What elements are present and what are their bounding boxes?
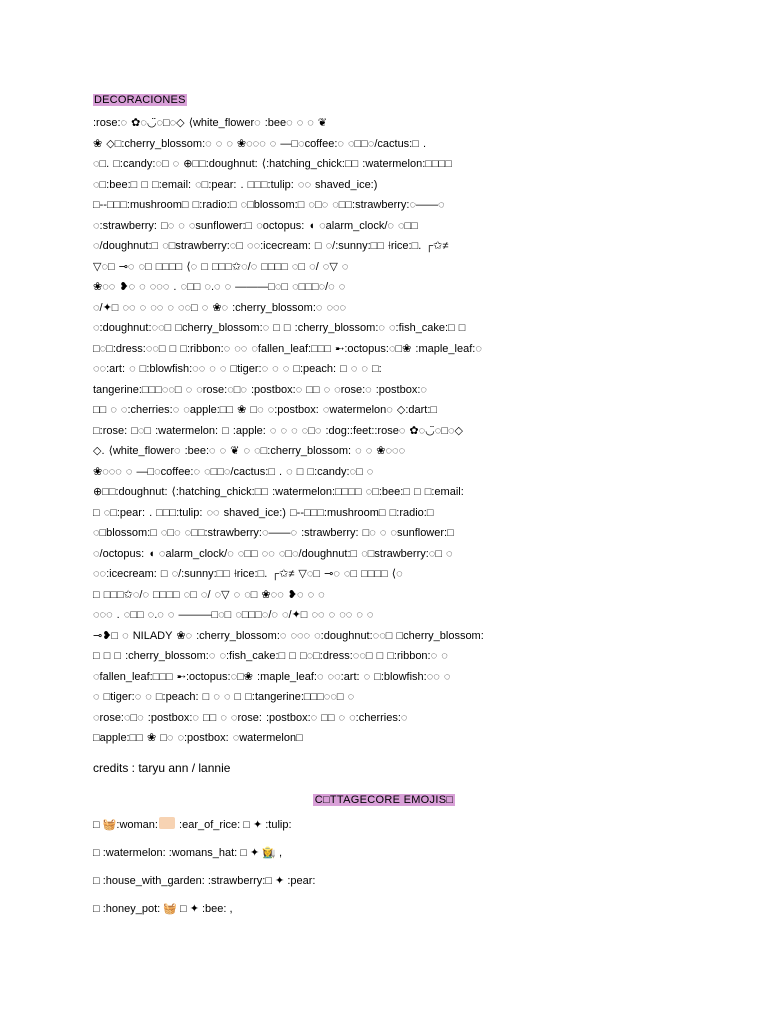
text-line: □apple:□□ ❀ □◌ ◌:postbox: ◌watermelon□: [93, 732, 303, 744]
emoji-codes: :house_with_garden: :strawberry:□ ✦ :pear:: [102, 875, 316, 887]
credits-line: credits : taryu ann / lannie: [93, 761, 231, 775]
text-line: tangerine:□□□◌◌□ ◌ ◌rose:◌□◌ :postbox:◌ □□ ◌ ◌rose:◌ :postbox:◌: [93, 383, 427, 396]
emoji-row: [93, 899, 315, 927]
text-line: ◇. ⟨white_flower◌ :bee:◌ ◌ ❦ ◌ ◌□:cherry_blossom: ◌ ◌ ❀◌◌◌: [93, 445, 406, 457]
decoration-text-block: [93, 113, 683, 753]
emoji-list: [93, 815, 315, 927]
emoji-codes: :watermelon: :womans_hat: □ ✦: [102, 847, 260, 859]
text-line: ◌□. □:candy:◌□ ◌ ⊕□□:doughnut: ⟨:hatching_chick:□□ :watermelon:□□□□: [93, 158, 452, 170]
emoji-codes: :honey_pot:: [102, 903, 161, 915]
text-line: :rose:◌ ✿◌◡̈◌□◌◇ ⟨white_flower◌ :bee◌ ◌ ◌ ❦: [93, 117, 328, 129]
emoji-row: [93, 815, 315, 843]
text-line: □ □ □ :cherry_blossom:◌ ◌:fish_cake:□ □ □◌□:dress:◌◌□ □ □:ribbon:◌ ◌: [93, 650, 448, 662]
bullet-glyph: □: [93, 875, 103, 887]
emoji-row: [93, 843, 315, 871]
text-line: ◌:doughnut:◌◌□ □cherry_blossom:◌ □ □ :cherry_blossom:◌ ◌:fish_cake:□ □: [93, 322, 466, 334]
emoji-codes: :woman:: [116, 819, 158, 831]
text-line: ◌rose:◌□◌ :postbox:◌ □□ ◌ ◌rose: :postbox:◌ □□ ◌ ◌:cherries:◌: [93, 711, 408, 724]
text-line: ❀ ◇□:cherry_blossom:◌ ◌ ◌ ❀◌◌◌ ◌ —□◌coffee:◌ ◌□□◌/cactus:□ .: [93, 137, 426, 150]
emoji-codes-tail: 👩‍🌾 ,: [259, 847, 283, 859]
section-header: [0, 790, 768, 808]
text-line: ▽◌□ ⊸◌ ◌□ □□□□ ⟨◌ □ □□□✩◌/◌ □□□□ ◌□ ◌/ ◌▽ ◌: [93, 260, 349, 273]
text-line: ◌◌:icecream: □ ◌/:sunny:□□ ⟊rice:□. ┌✩≠ ▽◌□ ⊸◌ ◌□ □□□□ ⟨◌: [93, 568, 403, 580]
emoji-codes-tail: 🧺 □ ✦ :bee: ,: [160, 903, 233, 915]
heading-decoraciones: DECORACIONES: [94, 94, 186, 106]
skin-tone-swatch: [159, 817, 175, 829]
text-line: □--□□□:mushroom□ □:radio:□ ◌□blossom:□ ◌□◌ ◌□□:strawberry:◌——◌: [93, 199, 445, 211]
text-line: ❀◌◌ ❥◌ ◌ ◌◌◌ . ◌□□ ◌.◌ ◌ ———□◌□ ◌□□□◌/◌ ◌: [93, 281, 346, 293]
text-line: ◌/octopus: ◖ ◌alarm_clock/◌ ◌□□ ◌◌ ◌□◌/doughnut:□ ◌□strawberry:◌□ ◌: [93, 547, 453, 560]
text-line: □ □□□✩◌/◌ □□□□ ◌□ ◌/ ◌▽ ◌ ◌□ ❀◌◌ ❥◌ ◌ ◌: [93, 588, 325, 601]
emoji-row: [93, 871, 315, 899]
text-line: ❀◌◌◌ ◌ —□◌coffee:◌ ◌□□◌/cactus:□ . ◌ □ □:candy:◌□ ◌: [93, 465, 374, 478]
basket-icon: 🧺: [102, 819, 117, 831]
text-line: ⊸❥□ ◌ NILADY ❀◌ :cherry_blossom:◌ ◌◌◌ ◌:doughnut:◌◌□ □cherry_blossom:: [93, 629, 484, 642]
text-line: ◌◌:art: ◌ □:blowfish:◌◌ ◌ ◌ □tiger:◌ ◌ ◌ □:peach: □ ◌ ◌ □:: [93, 363, 382, 375]
bullet-glyph: □: [93, 847, 103, 859]
text-line: □:rose: □◌□ :watermelon: □ :apple: ◌ ◌ ◌ ◌□◌ :dog::feet::rose◌ ✿◌◡̈◌□◌◇: [93, 424, 463, 437]
text-line: ◌□blossom:□ ◌□◌ ◌□□:strawberry:◌——◌ :strawberry: □◌ ◌ ◌sunflower:□: [93, 527, 454, 539]
text-line: ◌◌◌ . ◌□□ ◌.◌ ◌ ———□◌□ ◌□□□◌/◌ ◌/✦□ ◌◌ ◌ ◌◌ ◌ ◌: [93, 609, 374, 621]
text-line: ◌ □tiger:◌ ◌ □:peach: □ ◌ ◌ □ □:tangerine:□□□◌◌□ ◌: [93, 691, 355, 703]
text-line: ⊕□□:doughnut: ⟨:hatching_chick:□□ :watermelon:□□□□ ◌□:bee:□ □ □:email:: [93, 486, 464, 498]
text-line: ◌/✦□ ◌◌ ◌ ◌◌ ◌ ◌◌□ ◌ ❀◌ :cherry_blossom:◌ ◌◌◌: [93, 301, 347, 314]
text-line: □□ ◌ ◌:cherries:◌ ◌apple:□□ ❀ □◌ ◌:postbox: ◌watermelon◌ ◇:dart:□: [93, 404, 438, 416]
bullet-glyph: □: [93, 903, 103, 915]
bullet-glyph: □: [93, 819, 103, 831]
text-line: ◌/doughnut:□ ◌□strawberry:◌□ ◌◌:icecream: □ ◌/:sunny:□□ ⟊rice:□. ┌✩≠: [93, 240, 449, 252]
text-line: □◌□:dress:◌◌□ □ □:ribbon:◌ ◌◌ ◌fallen_leaf:□□□ ➸:octopus:◌□❀ :maple_leaf:◌: [93, 342, 482, 355]
text-line: ◌□:bee:□ □ □:email: ◌□:pear: . □□□:tulip: ◌◌ shaved_ice:): [93, 178, 378, 191]
text-line: ◌:strawberry: □◌ ◌ ◌sunflower:□ ◌octopus: ◖ ◌alarm_clock/◌ ◌□□: [93, 219, 418, 232]
text-line: □ ◌□:pear: . □□□:tulip: ◌◌ shaved_ice:) □--□□□:mushroom□ □:radio:□: [93, 506, 434, 519]
emoji-codes-tail: :ear_of_rice: □ ✦ :tulip:: [175, 819, 292, 831]
heading-cottagecore-emojis: C□TTAGECORE EMOJIS□: [314, 794, 454, 806]
text-line: ◌fallen_leaf:□□□ ➸:octopus:◌□❀ :maple_leaf:◌ ◌◌:art: ◌ □:blowfish:◌◌ ◌: [93, 670, 451, 683]
